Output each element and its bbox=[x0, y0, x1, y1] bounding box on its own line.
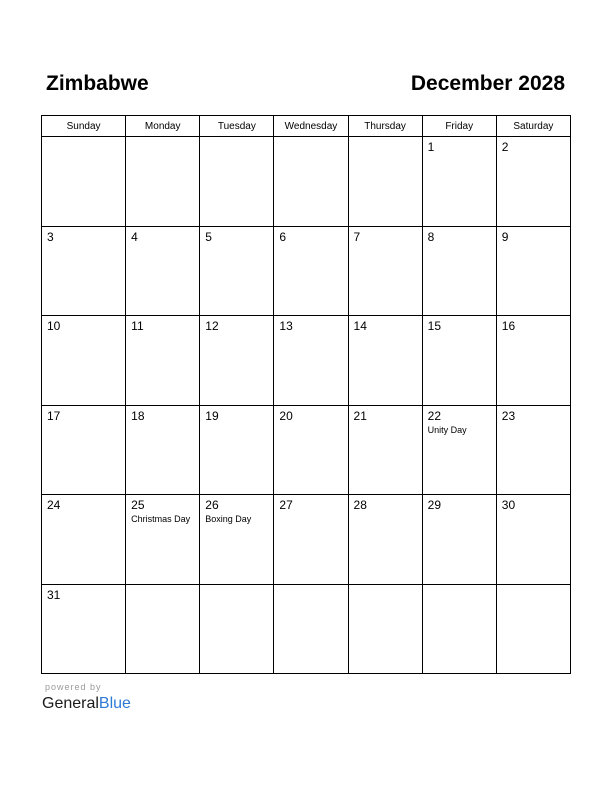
weekday-header: Saturday bbox=[496, 116, 570, 137]
day-number: 7 bbox=[353, 229, 361, 244]
day-number: 20 bbox=[279, 408, 293, 423]
day-cell bbox=[200, 495, 274, 585]
day-number: 27 bbox=[279, 498, 293, 512]
day-number: 23 bbox=[501, 408, 516, 423]
day-cell bbox=[496, 316, 570, 406]
holiday-label: Christmas Day bbox=[131, 514, 191, 524]
brand-general-text: General bbox=[42, 695, 99, 712]
week-row bbox=[42, 137, 571, 227]
day-number: 1 bbox=[427, 140, 435, 154]
weekday-header: Wednesday bbox=[274, 116, 348, 137]
day-number: 25 bbox=[131, 498, 145, 512]
day-number: 2 bbox=[501, 140, 509, 154]
weekday-header: Thursday bbox=[348, 116, 422, 137]
day-number: 12 bbox=[205, 319, 219, 333]
day-cell bbox=[496, 226, 570, 316]
day-number: 30 bbox=[501, 498, 516, 512]
day-number: 17 bbox=[47, 408, 61, 423]
day-cell bbox=[496, 405, 570, 495]
day-number: 29 bbox=[427, 498, 442, 512]
day-cell bbox=[126, 405, 200, 495]
day-number: 28 bbox=[353, 498, 367, 512]
day-cell bbox=[422, 226, 496, 316]
day-cell bbox=[200, 584, 274, 674]
weekday-header-row bbox=[42, 116, 571, 137]
day-number: 8 bbox=[427, 229, 435, 244]
week-row bbox=[42, 316, 571, 406]
brand-logo[interactable] bbox=[42, 694, 131, 714]
day-cell bbox=[348, 405, 422, 495]
day-cell bbox=[422, 495, 496, 585]
day-number: 18 bbox=[131, 408, 145, 423]
holiday-label: Unity Day bbox=[427, 424, 467, 435]
day-cell bbox=[200, 316, 274, 406]
weekday-header: Sunday bbox=[42, 116, 126, 137]
day-cell bbox=[42, 137, 126, 227]
day-cell bbox=[422, 405, 496, 495]
day-number: 22 bbox=[427, 408, 442, 423]
day-number: 14 bbox=[353, 319, 367, 333]
day-cell bbox=[200, 405, 274, 495]
day-number: 3 bbox=[47, 229, 54, 244]
day-cell bbox=[126, 137, 200, 227]
week-row bbox=[42, 226, 571, 316]
day-number: 11 bbox=[131, 319, 144, 333]
calendar-grid bbox=[41, 115, 571, 674]
day-number: 9 bbox=[501, 229, 509, 244]
month-year-title: December 2028 bbox=[410, 72, 565, 95]
weekday-header: Tuesday bbox=[200, 116, 274, 137]
day-cell bbox=[126, 495, 200, 585]
day-cell bbox=[422, 316, 496, 406]
weekday-header: Monday bbox=[126, 116, 200, 137]
brand-blue-text: Blue bbox=[98, 695, 131, 712]
week-row bbox=[42, 405, 571, 495]
day-number: 15 bbox=[427, 319, 442, 333]
day-cell bbox=[274, 137, 348, 227]
day-number: 16 bbox=[501, 319, 516, 333]
day-cell bbox=[422, 137, 496, 227]
day-number: 4 bbox=[131, 229, 138, 244]
day-cell bbox=[496, 137, 570, 227]
country-title: Zimbabwe bbox=[46, 72, 149, 95]
day-cell bbox=[422, 584, 496, 674]
day-cell bbox=[126, 226, 200, 316]
day-cell bbox=[42, 226, 126, 316]
week-row bbox=[42, 584, 571, 674]
day-cell bbox=[348, 495, 422, 585]
day-number: 6 bbox=[279, 229, 287, 244]
day-cell bbox=[42, 316, 126, 406]
day-number: 10 bbox=[47, 319, 61, 333]
day-number: 26 bbox=[205, 498, 219, 512]
day-cell bbox=[348, 316, 422, 406]
day-cell bbox=[496, 584, 570, 674]
day-number: 21 bbox=[353, 408, 367, 423]
day-cell bbox=[274, 495, 348, 585]
day-number: 24 bbox=[47, 498, 61, 512]
powered-by-label: powered by bbox=[45, 682, 102, 692]
day-cell bbox=[274, 316, 348, 406]
day-cell bbox=[496, 495, 570, 585]
day-cell bbox=[348, 584, 422, 674]
day-cell bbox=[274, 226, 348, 316]
day-number: 19 bbox=[205, 408, 219, 423]
day-cell bbox=[126, 316, 200, 406]
week-row bbox=[42, 495, 571, 585]
weekday-header: Friday bbox=[422, 116, 496, 137]
day-cell bbox=[42, 584, 126, 674]
day-cell bbox=[348, 226, 422, 316]
day-cell bbox=[126, 584, 200, 674]
day-number: 13 bbox=[279, 319, 293, 333]
day-cell bbox=[200, 226, 274, 316]
day-number: 31 bbox=[47, 587, 61, 602]
day-cell bbox=[42, 405, 126, 495]
day-cell bbox=[274, 405, 348, 495]
holiday-label: Boxing Day bbox=[205, 514, 252, 524]
day-cell bbox=[42, 495, 126, 585]
day-cell bbox=[274, 584, 348, 674]
day-cell bbox=[348, 137, 422, 227]
day-number: 5 bbox=[205, 229, 212, 244]
day-cell bbox=[200, 137, 274, 227]
